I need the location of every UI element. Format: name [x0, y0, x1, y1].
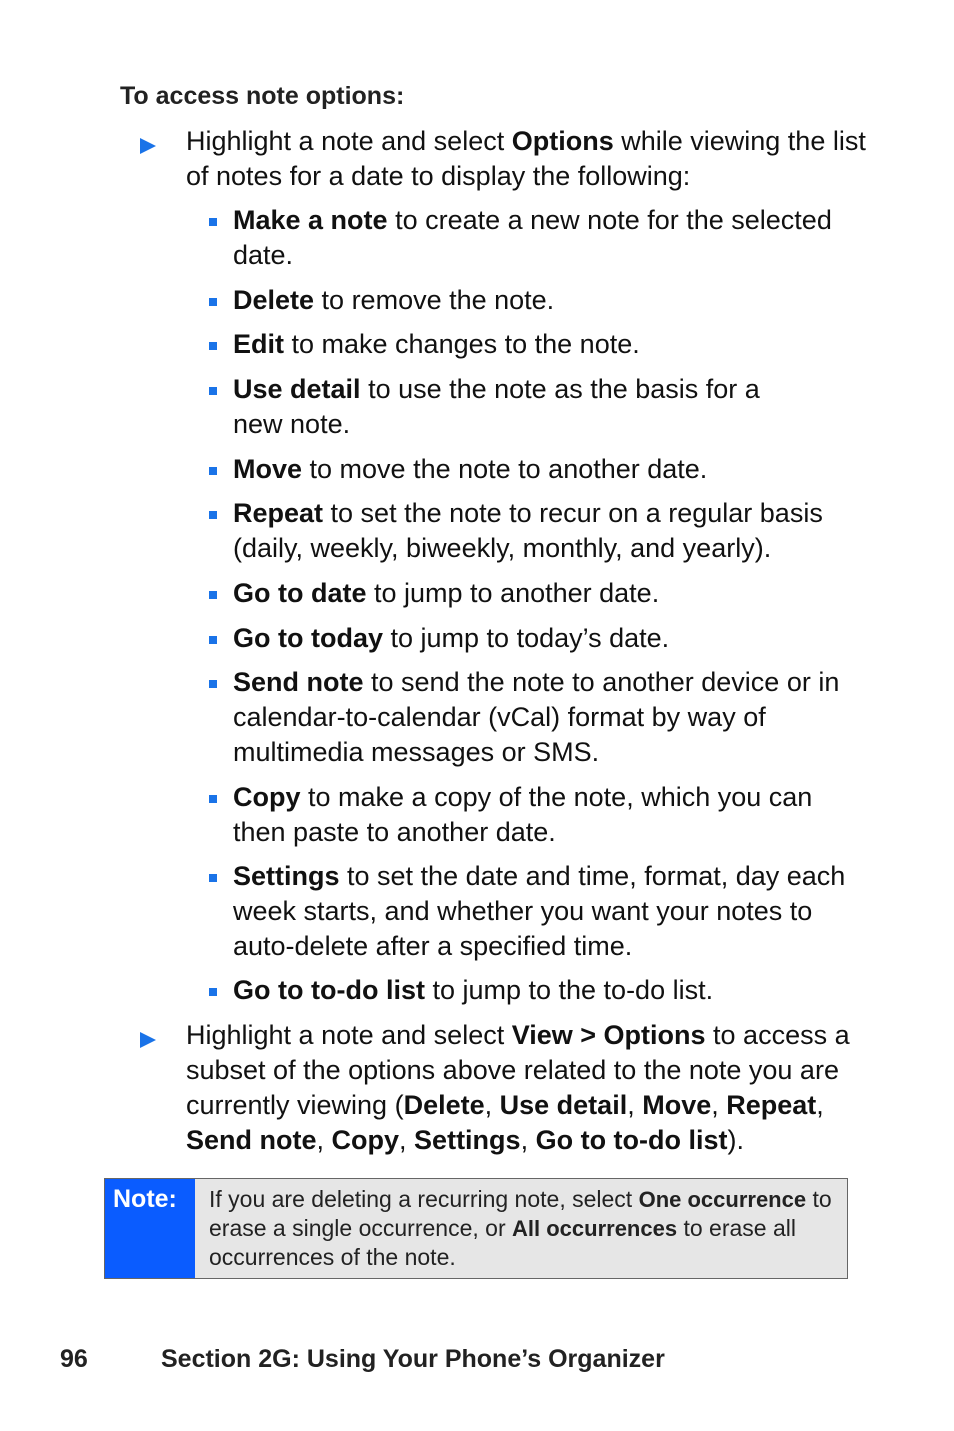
list-item: [233, 576, 863, 611]
note-label: Note:: [105, 1179, 195, 1278]
list-item-desc: to create a new note for the selected date.: [233, 205, 832, 270]
square-bullet-icon: [209, 298, 217, 306]
option-ref: Use detail: [499, 1090, 628, 1120]
list-item-term: Use detail: [233, 374, 361, 404]
step-1-text: [186, 124, 866, 194]
square-bullet-icon: [209, 218, 217, 226]
note-pre: If you are deleting a recurring note, select: [209, 1186, 639, 1212]
list-item-term: Repeat: [233, 498, 324, 528]
list-item-term: Copy: [233, 782, 301, 812]
note-text: [209, 1185, 839, 1272]
note-post: to erase all occurrences of the note.: [209, 1215, 796, 1270]
list-item: [233, 859, 863, 964]
arrow-bullet-icon: [140, 138, 156, 154]
list-item: [233, 372, 763, 442]
square-bullet-icon: [209, 795, 217, 803]
separator: ,: [816, 1090, 824, 1120]
option-ref: Copy: [331, 1125, 400, 1155]
list-item-term: Move: [233, 454, 303, 484]
step-2-text: [186, 1018, 866, 1158]
square-bullet-icon: [209, 988, 217, 996]
list-item: [233, 780, 863, 850]
list-item-term: Go to today: [233, 623, 383, 653]
list-item: [233, 665, 863, 770]
list-item-term: Make a note: [233, 205, 388, 235]
step-2-end: ).: [727, 1125, 745, 1155]
list-item-term: Send note: [233, 667, 364, 697]
option-ref: Move: [642, 1090, 712, 1120]
list-item-desc: to jump to today’s date.: [383, 623, 670, 653]
list-item-term: Go to date: [233, 578, 367, 608]
separator: ,: [520, 1125, 536, 1155]
option-ref: Send note: [186, 1125, 317, 1155]
option-ref: Go to to-do list: [535, 1125, 728, 1155]
step-1-post: while viewing the list of notes for a date to display the following:: [186, 126, 866, 191]
list-item-term: Go to to-do list: [233, 975, 425, 1005]
separator: ,: [316, 1125, 332, 1155]
arrow-bullet-icon: [140, 1032, 156, 1048]
list-item-desc: to move the note to another date.: [302, 454, 708, 484]
square-bullet-icon: [209, 467, 217, 475]
list-item-desc: to set the date and time, format, day each week starts, and whether you want your notes to auto-delete after a specified time.: [233, 861, 846, 961]
separator: ,: [627, 1090, 643, 1120]
step-2-mid: to access a subset of the options above related to the note you are currently viewing (: [186, 1020, 850, 1120]
square-bullet-icon: [209, 342, 217, 350]
list-item: [233, 203, 863, 273]
list-item-desc: to send the note to another device or in calendar-to-calendar (vCal) format by way of multimedia messages or SMS.: [233, 667, 840, 767]
step-2-pre: Highlight a note and select: [186, 1020, 512, 1050]
step-1-pre: Highlight a note and select: [186, 126, 512, 156]
list-item-desc: to jump to another date.: [366, 578, 660, 608]
list-item-desc: to make changes to the note.: [284, 329, 640, 359]
list-item: [233, 973, 863, 1008]
section-title: Section 2G: Using Your Phone’s Organizer: [161, 1345, 665, 1373]
separator: ,: [711, 1090, 727, 1120]
step-2-bold: View > Options: [511, 1020, 706, 1050]
note-bold-1: One occurrence: [638, 1187, 807, 1212]
note-mid: to erase a single occurrence, or: [209, 1186, 832, 1241]
separator: ,: [484, 1090, 500, 1120]
list-item: [233, 452, 863, 487]
square-bullet-icon: [209, 511, 217, 519]
list-item: [233, 621, 863, 656]
section-heading: To access note options:: [120, 82, 405, 110]
option-ref: Settings: [414, 1125, 521, 1155]
list-item-desc: to make a copy of the note, which you can then paste to another date.: [233, 782, 813, 847]
separator: ,: [399, 1125, 415, 1155]
square-bullet-icon: [209, 387, 217, 395]
list-item: [233, 283, 863, 318]
option-ref: Repeat: [726, 1090, 817, 1120]
list-item-desc: to use the note as the basis for a new note.: [233, 374, 760, 439]
list-item-desc: to remove the note.: [314, 285, 555, 315]
list-item-term: Settings: [233, 861, 340, 891]
list-item: [233, 496, 863, 566]
list-item-desc: to jump to the to-do list.: [424, 975, 714, 1005]
list-item-term: Edit: [233, 329, 284, 359]
step-1-bold: Options: [511, 126, 614, 156]
square-bullet-icon: [209, 591, 217, 599]
note-box: [104, 1178, 848, 1279]
square-bullet-icon: [209, 680, 217, 688]
list-item-desc: to set the note to recur on a regular basis (daily, weekly, biweekly, monthly, and yearly).: [233, 498, 823, 563]
list-item: [233, 327, 863, 362]
square-bullet-icon: [209, 874, 217, 882]
list-item-term: Delete: [233, 285, 315, 315]
square-bullet-icon: [209, 636, 217, 644]
page-number: 96: [60, 1345, 88, 1373]
option-ref: Delete: [403, 1090, 485, 1120]
note-bold-2: All occurrences: [512, 1216, 678, 1241]
